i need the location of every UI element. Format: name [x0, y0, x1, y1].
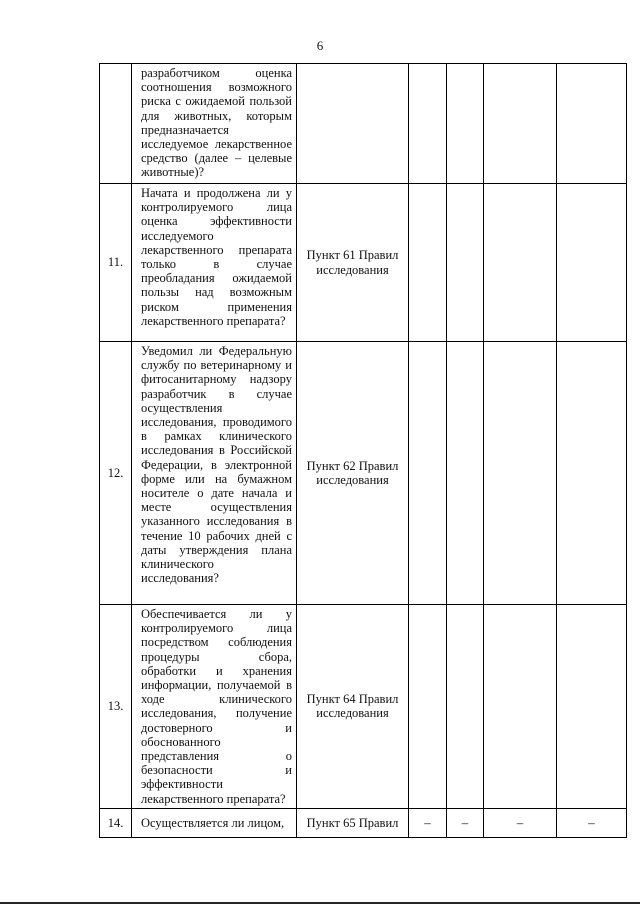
row-number: 13.: [100, 605, 132, 809]
legal-reference: Пункт 64 Правил исследования: [297, 605, 409, 809]
row-number: 11.: [100, 184, 132, 342]
row-number: [100, 64, 132, 184]
answer-cell-na: [484, 184, 557, 342]
answer-cell-no: [447, 64, 484, 184]
question-text: разработчиком оценка соотношения возможного риска с ожидаемой пользой для животных, которым предназначается исследуемое лекарственное средство (далее – целевые животные)?: [132, 64, 297, 184]
answer-cell-no: [447, 342, 484, 605]
answer-cell-note: [557, 605, 627, 809]
legal-reference: Пункт 61 Правил исследования: [297, 184, 409, 342]
table-row: [100, 184, 627, 342]
checklist-table: [99, 63, 627, 838]
answer-cell-na: –: [484, 808, 557, 837]
answer-cell-na: [484, 605, 557, 809]
answer-cell-no: [447, 184, 484, 342]
answer-cell-note: [557, 342, 627, 605]
answer-cell-yes: [409, 64, 447, 184]
table-row: [100, 605, 627, 809]
answer-cell-note: [557, 64, 627, 184]
answer-cell-yes: –: [409, 808, 447, 837]
answer-cell-na: [484, 64, 557, 184]
answer-cell-no: –: [447, 808, 484, 837]
question-text: Осуществляется ли лицом,: [132, 808, 297, 837]
answer-cell-note: [557, 184, 627, 342]
table-row: [100, 64, 627, 184]
answer-cell-yes: [409, 342, 447, 605]
question-text: Начата и продолжена ли у контролируемого лица оценка эффективности исследуемого лекарственного препарата только в случае преобладания ожидаемой пользы над возможным риском применения лекарственного препарата?: [132, 184, 297, 342]
answer-cell-na: [484, 342, 557, 605]
question-text: Обеспечивается ли у контролируемого лица посредством соблюдения процедуры сбора, обработки и хранения информации, получаемой в ходе клинического исследования, получение достоверного и обоснованного представления о безопасности и эффективности лекарственного препарата?: [132, 605, 297, 809]
page-number: 6: [316, 38, 324, 53]
legal-reference: Пункт 62 Правил исследования: [297, 342, 409, 605]
answer-cell-yes: [409, 605, 447, 809]
legal-reference: Пункт 65 Правил: [297, 808, 409, 837]
question-text: Уведомил ли Федеральную службу по ветеринарному и фитосанитарному надзору разработчик в случае осуществления исследования, проводимого в рамках клинического исследования в Российской Федерации, в электронной форме или на бумажном носителе о дате начала и месте осуществления указанного исследования в течение 10 рабочих дней с даты утверждения плана клинического исследования?: [132, 342, 297, 605]
table-row: [100, 342, 627, 605]
answer-cell-yes: [409, 184, 447, 342]
table-row: [100, 808, 627, 837]
answer-cell-no: [447, 605, 484, 809]
row-number: 14.: [100, 808, 132, 837]
page-bottom-border: [0, 902, 640, 904]
row-number: 12.: [100, 342, 132, 605]
legal-reference: [297, 64, 409, 184]
answer-cell-note: –: [557, 808, 627, 837]
